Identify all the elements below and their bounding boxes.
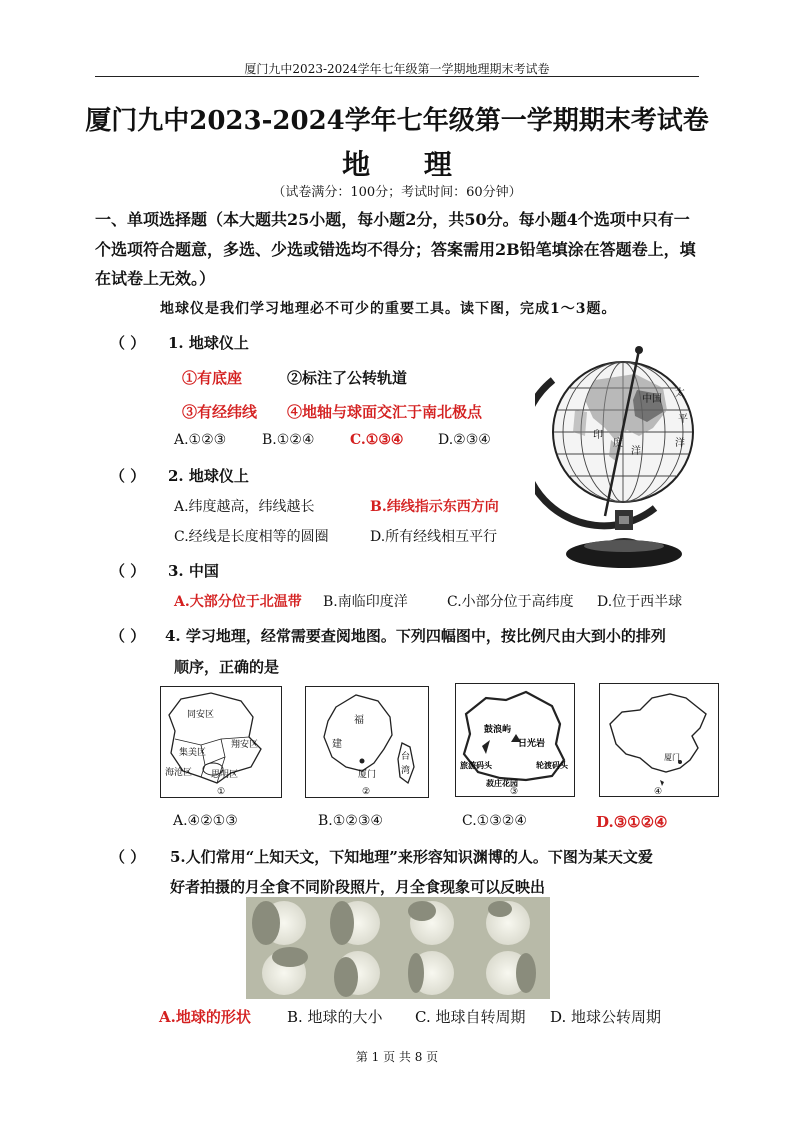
q2-option-b[interactable]: B.纬线指示东西方向 bbox=[370, 499, 499, 515]
q4-option-c[interactable]: C.①③②④ bbox=[462, 813, 527, 829]
globe-label-china: 中国 bbox=[642, 394, 662, 405]
globe-label-pacific-3: 洋 bbox=[675, 438, 685, 449]
q3-option-d[interactable]: D.位于西半球 bbox=[597, 594, 683, 610]
map-1-xiamen-districts bbox=[160, 686, 282, 798]
section1-line3: 在试卷上无效。） bbox=[95, 269, 216, 288]
q1-statement-4: ④地轴与球面交汇于南北极点 bbox=[287, 403, 483, 421]
q1-option-a[interactable]: A.①②③ bbox=[174, 432, 227, 448]
moon-phase-6 bbox=[334, 951, 380, 997]
page-footer: 第 1 页 共 8 页 bbox=[355, 1050, 439, 1064]
q1-option-c[interactable]: C.①③④ bbox=[350, 432, 404, 448]
subject-title: 地 理 bbox=[342, 148, 474, 181]
header-divider bbox=[95, 76, 699, 77]
q5-option-b[interactable]: B. 地球的大小 bbox=[287, 1008, 383, 1026]
lunar-eclipse-photo bbox=[246, 897, 550, 999]
globe-label-indian-3: 洋 bbox=[631, 446, 641, 457]
moon-phase-5 bbox=[262, 947, 308, 995]
map1-label-jimei: 集美区 bbox=[179, 748, 207, 758]
map3-label-shuzhuang: 菽庄花园 bbox=[486, 778, 518, 788]
map-2-fujian bbox=[305, 686, 429, 798]
map2-label-jian: 建 bbox=[332, 739, 342, 750]
map2-label-fu: 福 bbox=[354, 715, 364, 726]
map3-label-gulangyu: 鼓浪屿 bbox=[484, 725, 512, 735]
map4-label-xiamen: 厦门 bbox=[664, 753, 680, 762]
map2-label-xiamen: 厦门 bbox=[358, 770, 377, 780]
q3-stem: 3. 中国 bbox=[168, 562, 219, 580]
q1-stem: 1. 地球仪上 bbox=[168, 334, 249, 352]
q1-statement-2: ②标注了公转轨道 bbox=[287, 369, 408, 387]
q3-option-a[interactable]: A.大部分位于北温带 bbox=[174, 594, 302, 610]
moon-phase-2 bbox=[330, 901, 380, 945]
q1-option-b[interactable]: B.①②④ bbox=[262, 432, 315, 448]
section1-line1: 一、单项选择题（本大题共25小题，每小题2分，共50分。每小题4个选项中只有一 bbox=[95, 210, 690, 229]
globe-illustration bbox=[535, 340, 715, 575]
q4-option-d[interactable]: D.③①②④ bbox=[596, 813, 668, 831]
q4-option-a[interactable]: A.④②①③ bbox=[173, 813, 238, 829]
q5-option-c[interactable]: C. 地球自转周期 bbox=[415, 1008, 526, 1026]
moon-phase-4 bbox=[486, 901, 530, 945]
map1-label-haicang: 海沧区 bbox=[165, 768, 193, 778]
map3-number: ③ bbox=[510, 787, 519, 796]
q1-answer-paren[interactable]: （ ） bbox=[110, 334, 146, 352]
running-header: 厦门九中2023-2024学年七年级第一学期地理期末考试卷 bbox=[244, 62, 550, 76]
map1-label-tongan: 同安区 bbox=[187, 710, 215, 720]
moon-phase-3 bbox=[408, 901, 454, 945]
globe-label-pacific-2: 平 bbox=[678, 414, 688, 425]
q4-option-b[interactable]: B.①②③④ bbox=[318, 813, 383, 829]
q4-stem-line1: 4. 学习地理，经常需要查阅地图。下列四幅图中，按比例尺由大到小的排列 bbox=[165, 627, 666, 645]
q4-answer-paren[interactable]: （ ） bbox=[110, 627, 146, 645]
map3-label-luyou: 旅游码头 bbox=[460, 760, 492, 770]
q2-option-c[interactable]: C.经线是长度相等的圆圈 bbox=[174, 529, 329, 545]
map4-number: ④ bbox=[654, 787, 663, 796]
moon-phase-8 bbox=[486, 951, 536, 995]
q3-answer-paren[interactable]: （ ） bbox=[110, 562, 146, 580]
q5-option-a[interactable]: A.地球的形状 bbox=[159, 1008, 251, 1026]
moon-phase-1 bbox=[252, 901, 306, 945]
moon-phase-7 bbox=[408, 951, 454, 995]
exam-title: 厦门九中2023-2024学年七年级第一学期期末考试卷 bbox=[85, 106, 709, 136]
q5-stem-line1: 5.人们常用“上知天文，下知地理”来形容知识渊博的人。下图为某天文爱 bbox=[170, 848, 653, 866]
q3-option-c[interactable]: C.小部分位于高纬度 bbox=[447, 594, 574, 610]
q1-statement-1: ①有底座 bbox=[182, 369, 243, 387]
map3-label-riguangyan: 日光岩 bbox=[518, 739, 546, 749]
map1-number: ① bbox=[217, 787, 226, 797]
section1-line2: 个选项符合题意，多选、少选或错选均不得分；答案需用2B铅笔填涂在答题卷上，填 bbox=[95, 240, 696, 259]
q2-option-d[interactable]: D.所有经线相互平行 bbox=[370, 529, 498, 545]
map1-label-siming: 思明区 bbox=[211, 770, 239, 780]
map2-label-tai: 台 bbox=[401, 752, 411, 762]
q1-statement-3: ③有经纬线 bbox=[182, 403, 258, 421]
q1-3-intro: 地球仪是我们学习地理必不可少的重要工具。读下图，完成1～3题。 bbox=[160, 301, 617, 317]
map3-label-lundu: 轮渡码头 bbox=[536, 760, 568, 770]
q5-option-d[interactable]: D. 地球公转周期 bbox=[550, 1008, 662, 1026]
q2-answer-paren[interactable]: （ ） bbox=[110, 467, 146, 485]
q2-option-a[interactable]: A.纬度越高，纬线越长 bbox=[174, 499, 315, 515]
q4-stem-line2: 顺序，正确的是 bbox=[174, 658, 280, 676]
globe-label-pacific-1: 太 bbox=[675, 388, 685, 399]
q3-option-b[interactable]: B.南临印度洋 bbox=[323, 594, 408, 610]
map1-label-xiangan: 翔安区 bbox=[231, 740, 259, 750]
map2-label-wan: 湾 bbox=[401, 766, 411, 776]
q2-stem: 2. 地球仪上 bbox=[168, 467, 249, 485]
exam-info: （试卷满分：100分；考试时间：60分钟） bbox=[272, 185, 522, 200]
q1-option-d[interactable]: D.②③④ bbox=[438, 432, 491, 448]
q5-answer-paren[interactable]: （ ） bbox=[110, 848, 146, 866]
globe-label-indian-2: 度 bbox=[613, 438, 623, 449]
map2-number: ② bbox=[362, 787, 371, 797]
globe-label-indian-1: 印 bbox=[593, 430, 603, 441]
map-4-china bbox=[599, 683, 719, 797]
q5-stem-line2: 好者拍摄的月全食不同阶段照片，月全食现象可以反映出 bbox=[170, 878, 546, 896]
map-3-gulangyu bbox=[455, 683, 575, 797]
